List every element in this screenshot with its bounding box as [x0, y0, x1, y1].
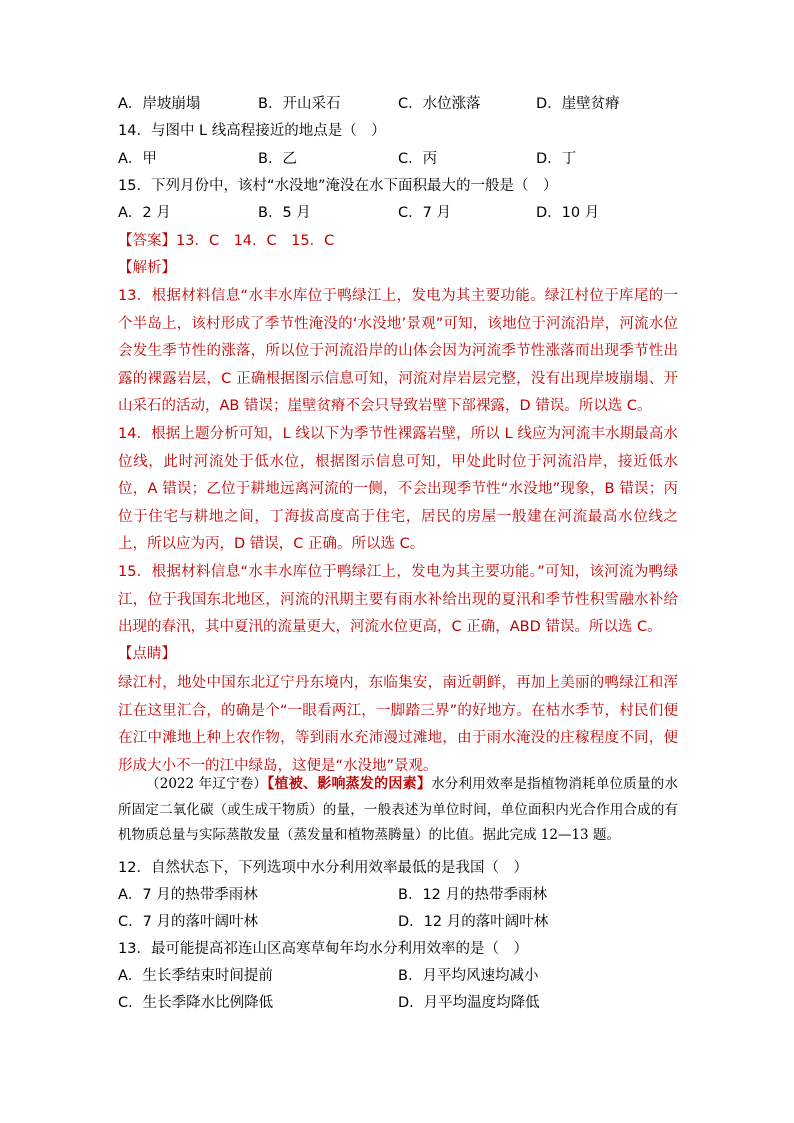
option-c: C．生长季降水比例降低 — [118, 995, 274, 1011]
option-a: A．7 月的热带季雨林 — [118, 887, 258, 903]
option-b: B．开山采石 — [258, 96, 341, 112]
option-a: A．生长季结束时间提前 — [118, 968, 273, 984]
q12-options-row1 — [118, 883, 678, 907]
exam-intro-text: 水分利用效率是指植物消耗单位质量的水所固定二氧化碳（或生成干物质）的量，一般表述为单位时间，单位面积内光合作用合成的有机物质总量与实际蒸散发量（蒸发量和植物蒸腾量）的比值。据此完成 12—13 题。 — [118, 776, 679, 843]
exam-source: （2022 年辽宁卷） — [146, 776, 268, 792]
option-b: B．5 月 — [258, 205, 311, 221]
option-a: A．2 月 — [118, 205, 171, 221]
tip-label: 【点睛】 — [118, 646, 176, 662]
q12-options-row2 — [118, 910, 678, 934]
analysis-p15: 15．根据材料信息“水丰水库位于鸭绿江上，发电为其主要功能。”可知，该河流为鸭绿江，位于我国东北地区，河流的汛期主要有雨水补给出现的夏汛和季节性积雪融水补给出现的春汛，其中夏汛的流量更大，河流水位更高，C 正确，ABD 错误。所以选 C。 — [118, 564, 678, 636]
answer-line — [118, 229, 678, 253]
q15-stem: 15．下列月份中，该村“水没地”淹没在水下面积最大的一般是（ ） — [118, 178, 558, 194]
exam-intro — [118, 772, 678, 849]
option-c: C．水位涨落 — [398, 96, 481, 112]
analysis-p14: 14．根据上题分析可知，L 线以下为季节性裸露岩壁，所以 L 线应为河流丰水期最高水位线，此时河流处于低水位，根据图示信息可知，甲处此时位于河流沿岸，接近低水位，A 错误；乙位于耕地远离河流的一侧，不会出现季节性“水没地”现象，B 错误；丙位于住宅与耕地之间，丁海拔高度高于住宅，居民的房屋一般建在河流最高水位线之上，所以应为丙，D 错误，C 正确。所以选 C。 — [118, 426, 678, 553]
q13b-stem: 13．最可能提高祁连山区高寒草甸年均水分利用效率的是（ ） — [118, 941, 528, 957]
option-c: C．7 月的落叶阔叶林 — [118, 914, 258, 930]
option-b: B．月平均风速均减小 — [398, 968, 539, 984]
option-a: A．岸坡崩塌 — [118, 96, 201, 112]
analysis-p13: 13．根据材料信息“水丰水库位于鸭绿江上，发电为其主要功能。绿江村位于库尾的一个半岛上，该村形成了季节性淹没的‘水没地’景观”可知，该地位于河流沿岸，河流水位会发生季节性的涨落，所以位于河流沿岸的山体会因为河流季节性涨落而出现季节性出露的裸露岩层，C 正确根据图示信息可知，河流对岸岩层完整，没有出现岸坡崩塌、开山采石的活动，AB 错误；崖壁贫瘠不会只导致岩壁下部裸露，D 错误。所以选 C。 — [118, 288, 678, 415]
q13b-options-row2 — [118, 991, 678, 1015]
tip-text: 绿江村，地处中国东北辽宁丹东境内，东临集安，南近朝鲜，再加上美丽的鸭绿江和浑江在这里汇合，的确是个“一眼看两江，一脚踏三界”的好地方。在枯水季节，村民们便在江中滩地上种上农作物，等到雨水充沛漫过滩地，由于雨水淹没的庄稼程度不同，便形成大小不一的江中绿岛，这便是“水没地”景观。 — [118, 675, 678, 774]
analysis-label: 【解析】 — [118, 260, 176, 276]
answer-label: 【答案】 — [118, 233, 176, 249]
q14-options — [118, 147, 678, 171]
option-d: D．崖壁贫瘠 — [536, 96, 620, 112]
answer-text: 13．C 14．C 15．C — [176, 233, 335, 249]
option-d: D．丁 — [536, 151, 577, 167]
q13-options — [118, 92, 678, 116]
q13b-options-row1 — [118, 964, 678, 988]
option-c: C．7 月 — [398, 205, 451, 221]
q12-stem: 12．自然状态下，下列选项中水分利用效率最低的是我国（ ） — [118, 860, 528, 876]
option-a: A．甲 — [118, 151, 157, 167]
option-b: B．12 月的热带季雨林 — [398, 887, 548, 903]
option-d: D．12 月的落叶阔叶林 — [398, 914, 549, 930]
exam-topic: 【植被、影响蒸发的因素】 — [267, 776, 432, 792]
option-d: D．10 月 — [536, 205, 600, 221]
q15-options — [118, 201, 678, 225]
option-b: B．乙 — [258, 151, 297, 167]
q14-stem: 14．与图中 L 线高程接近的地点是（ ） — [118, 123, 386, 139]
option-c: C．丙 — [398, 151, 438, 167]
option-d: D．月平均温度均降低 — [398, 995, 540, 1011]
